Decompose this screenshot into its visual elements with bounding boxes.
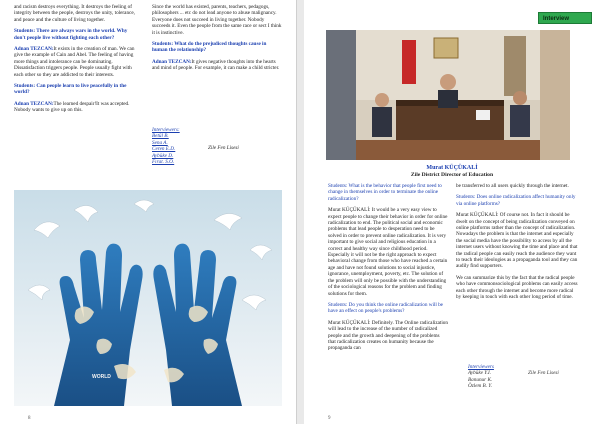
interviewers-label: Interviewers: bbox=[152, 127, 180, 133]
interview-answer bbox=[152, 59, 282, 72]
answer-text: The learned despair!It was accepted. Nobody wants to give up on this. bbox=[14, 100, 130, 114]
hands-globe-illustration-svg bbox=[14, 190, 282, 406]
right-page bbox=[304, 0, 600, 424]
paragraph: Murat KÜÇÜKALİ: Definitely. The Online radicalization will lead to the increase of the number of radicalized people and the growth and deepening of the problems that radicalization creates on humanity because the propaganda can bbox=[328, 319, 448, 352]
school-name: Zile Fen Lisesi bbox=[528, 370, 559, 377]
person-name: Murat KÜÇÜKALİ bbox=[426, 165, 478, 171]
page-number: 8 bbox=[28, 416, 31, 421]
paragraph: Since the world has existed, parents, teachers, pedagogs, philosophers ... etc do not lead anyone to abuse malignancy. Everyone does not succeed in living together. Nobody succeeds it. Even the people from the same race or sect I think it is instinctive. bbox=[152, 4, 282, 36]
school-name: Zile Fen Lisesi bbox=[208, 145, 239, 152]
paragraph: We can summarize this by the fact that the radical people who have commonsociological problems can easily access each other through the internet and become more radical by keeping in touch with each other long period of time. bbox=[456, 274, 578, 301]
interviewer-name: Aybüke Y.I. bbox=[468, 370, 492, 377]
interview-tag: Interview bbox=[538, 12, 592, 24]
paragraph: be transferred to all users quickly through the internet. bbox=[456, 183, 569, 189]
hands-globe-illustration bbox=[14, 190, 282, 406]
interview-question: Students: What do the prejudiced thoughts cause in human the relationship? bbox=[152, 41, 267, 54]
interviewer-name: Fırat. S.O. bbox=[152, 159, 175, 166]
paragraph: and racism destroys everything. It destroys the feeling of integrity between the people, destroys the unity, tolerance, and peace and the culture of living together. bbox=[14, 4, 135, 23]
interviewer-name: Özlem B. Y. bbox=[468, 383, 493, 390]
left-page bbox=[0, 0, 297, 424]
interview-question: Students: What is the behavior that people first need to change in themselves in order to terminate the online radicalization? bbox=[328, 183, 442, 202]
world-caption: WORLD bbox=[92, 374, 111, 380]
interview-answer bbox=[14, 46, 138, 78]
interviewer-name: Banunur K. bbox=[468, 376, 493, 383]
interview-question: Students: Does online radicalization affect humanity only via online platforms? bbox=[456, 194, 576, 207]
answer-text: It gives negative thoughts into the hearts and mind of people. For example, it can make a child stricter. bbox=[152, 58, 280, 72]
interviewer-name: Aybüke D. bbox=[152, 152, 174, 159]
interview-answer bbox=[14, 101, 138, 114]
right-column-2 bbox=[456, 183, 578, 306]
interview-question: Students: There are always wars in the world. Why don't people live without fighting each other? bbox=[14, 28, 128, 41]
left-credits bbox=[152, 127, 282, 165]
speaker-name: Adnan TEZCAN: bbox=[14, 100, 54, 107]
speaker-name: Adnan TEZCAN: bbox=[14, 46, 54, 53]
right-column-1 bbox=[328, 183, 448, 357]
interviewer-name: Sena A. bbox=[152, 139, 168, 146]
answer-text: It exists in the creation of man. We can give the example of Cain and Abel. The feeling of having more things and intolerance can be dominating. Dissatisfaction triggers people. People usually fight with each other so they are addicted to their interests. bbox=[14, 46, 135, 78]
paragraph: Murat KÜÇÜKALİ: Of course not. In fact it should be dwelt on the concept of being radicalization conveyed on online platforms rather than the concept of radicalization. Nowadays the problem is that the internet and especially the social media have the possibility to access by all the internet users without knowing the time and place and that the radical people can easily reach the audience they want to teach their ideologies as a propaganda tool and they can audily find supporters. bbox=[456, 212, 578, 270]
office-photo bbox=[326, 30, 570, 160]
right-credits bbox=[468, 364, 588, 390]
office-photo-svg bbox=[326, 30, 570, 160]
paragraph: Murat KÜÇÜKALİ: It would be a very easy view to expect people to change their behavior in order for online radicalization to end. The political social and economic problems that lead people to desperation need to be solved in order to prevent online radicalization. It is very important to give social and religious education in a correct and healthy way since childhood period. Especially it will not be the right approach to expect behavioral change from those who have reached a certain age and have not found solutions to social injustice, ignorance, unemployment, poverty, etc. The solution of the problem will only be possible with the understanding of the sociological reasons for the problem and finding solutions for them. bbox=[328, 207, 448, 297]
interviewer-name: Betül B. bbox=[152, 133, 169, 140]
person-title: Zile District Director of Education bbox=[410, 172, 494, 178]
interview-question: Students: Can people learn to live peacefully in the world? bbox=[14, 83, 127, 96]
page-number: 9 bbox=[328, 416, 331, 421]
interviewer-name: Ceren E.D. bbox=[152, 146, 176, 153]
interview-question: Students: Do you think the online radicalization will be have an effect on people's problems? bbox=[328, 301, 443, 315]
left-column-1 bbox=[14, 4, 138, 119]
interviewers-label: Interviewers bbox=[468, 364, 494, 370]
left-column-2 bbox=[152, 4, 282, 77]
speaker-name: Adnan TEZCAN: bbox=[152, 58, 192, 65]
